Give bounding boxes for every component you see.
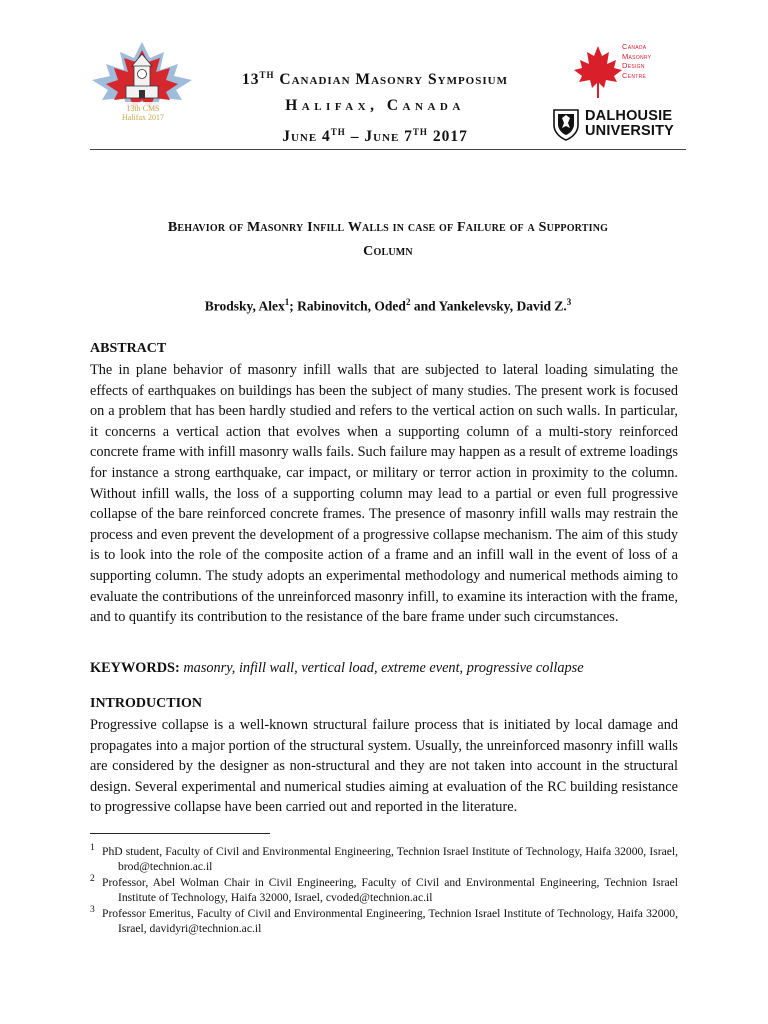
header-divider <box>90 149 686 150</box>
cms-logo-text-1: 13th CMS <box>126 104 160 113</box>
author-1: Brodsky, Alex <box>204 298 285 314</box>
cms-logo <box>80 40 205 125</box>
keywords-list: masonry, infill wall, vertical load, extreme event, progressive collapse <box>179 660 584 676</box>
symposium-ordinal-sup: TH <box>259 70 275 80</box>
abstract-text: The in plane behavior of masonry infill walls that are subjected to lateral loading simulating the effects of earthquakes on buildings has been the subject of many studies. The present work is focused on a problem that has been hardly studied and refers to the vertical action on such walls. In particular, it concerns a vertical action that evolves when a supporting column of a multi-story reinforced concrete frame with infill masonry walls fails. Such failure may happen as a result of extreme loadings for instance a strong earthquake, car impact, or military or terror action in proximity to the column. Without infill walls, the loss of a supporting column may lead to a partial or even full progressive collapse of the bare reinforced concrete frames. The presence of masonry infill walls may restrain the process and even prevent the development of a progressive collapse mechanism. The aim of this study is to look into the role of the composite action of a frame and an infill wall in the event of loss of a supporting column. The study adopts an experimental methodology and numerical methods aiming to evaluate the contributions of the unreinforced masonry infill, to examine its interaction with the frame, and to quantify its contribution to the resistance of the bare frame under such circumstances. <box>90 362 678 626</box>
cmdc-line-3: Design <box>622 61 645 70</box>
dalhousie-wordmark <box>585 109 674 139</box>
paper-title-line-1: Behavior of Masonry Infill Walls in case of Failure of a Supporting <box>167 220 609 235</box>
cmdc-line-1: Canada <box>622 42 647 51</box>
cmdc-line-4: Centre <box>622 70 647 80</box>
footnote-2-text: Professor, Abel Wolman Chair in Civil Engineering, Faculty of Civil and Environmental Engineering, Technion Israel Institute of Technology, Haifa 32000, Israel, cvoded@technion.ac.il <box>102 875 678 905</box>
dates-start-sup: TH <box>330 127 346 138</box>
cms-logo-graphic <box>80 40 205 125</box>
introduction-text: Progressive collapse is a well-known structural failure process that is initiated by local damage and propagates into a major portion of the structural system. Usually, the unreinforced masonry infill walls are considered by the designer as non-structural and they are not taken into account in the structural design. Several experimental and numerical studies aiming at evaluation of the RC building resistance to progressive collapse have been carried out and reported in the literature. <box>90 717 678 816</box>
dates-year: 2017 <box>427 128 468 146</box>
introduction-heading: INTRODUCTION <box>90 696 203 711</box>
footnote-3-number: 3 <box>90 904 95 915</box>
symposium-name-line <box>200 62 550 93</box>
paper-title-line-2: Column <box>363 244 413 259</box>
symposium-header <box>200 62 550 150</box>
cms-logo-text-2: Halifax 2017 <box>122 113 164 122</box>
keywords-label: KEYWORDS: <box>90 660 180 676</box>
footnote-2 <box>90 871 678 906</box>
footnote-divider <box>90 833 270 834</box>
cmdc-logo-text <box>622 42 651 80</box>
abstract-heading: ABSTRACT <box>90 341 167 356</box>
dates-separator: – <box>345 128 365 146</box>
footnote-1 <box>90 840 678 875</box>
dalhousie-line-2: UNIVERSITY <box>585 123 675 139</box>
author-2: Rabinovitch, Oded <box>297 298 406 314</box>
dalhousie-line-1: DALHOUSIE <box>585 108 673 124</box>
dates-end-sup: TH <box>412 127 428 138</box>
footnote-3-text: Professor Emeritus, Faculty of Civil and Environmental Engineering, Technion Israel Institute of Technology, Haifa 32000, Israel, davidyri@technion.ac.il <box>102 906 678 936</box>
author-3: Yankelevsky, David Z. <box>438 298 567 314</box>
author-2-affiliation: 2 <box>405 297 411 307</box>
symposium-location: Halifax, Canada <box>285 97 465 115</box>
footnote-2-number: 2 <box>90 873 95 884</box>
keywords <box>90 660 686 677</box>
dates-start: June 4 <box>282 128 331 146</box>
cmdc-logo <box>572 42 687 102</box>
author-separator-1: ; <box>289 298 298 314</box>
dalhousie-shield-icon <box>553 109 579 141</box>
footnote-1-number: 1 <box>90 842 95 853</box>
paper-title <box>90 216 686 264</box>
author-3-affiliation: 3 <box>566 297 572 307</box>
dates-end: June 7 <box>364 128 413 146</box>
dalhousie-logo <box>553 108 683 142</box>
symposium-dates <box>200 119 550 150</box>
author-separator-2: and <box>410 298 439 314</box>
author-list <box>90 297 686 315</box>
symposium-name: Canadian Masonry Symposium <box>279 71 508 89</box>
footnote-3 <box>90 902 678 937</box>
author-1-affiliation: 1 <box>284 297 290 307</box>
cmdc-line-2: Masonry <box>622 51 652 61</box>
footnote-1-text: PhD student, Faculty of Civil and Environmental Engineering, Technion Israel Institute of Technology, Haifa 32000, Israel, brod@technion.ac.il <box>102 844 678 874</box>
symposium-ordinal: 13 <box>242 71 260 89</box>
